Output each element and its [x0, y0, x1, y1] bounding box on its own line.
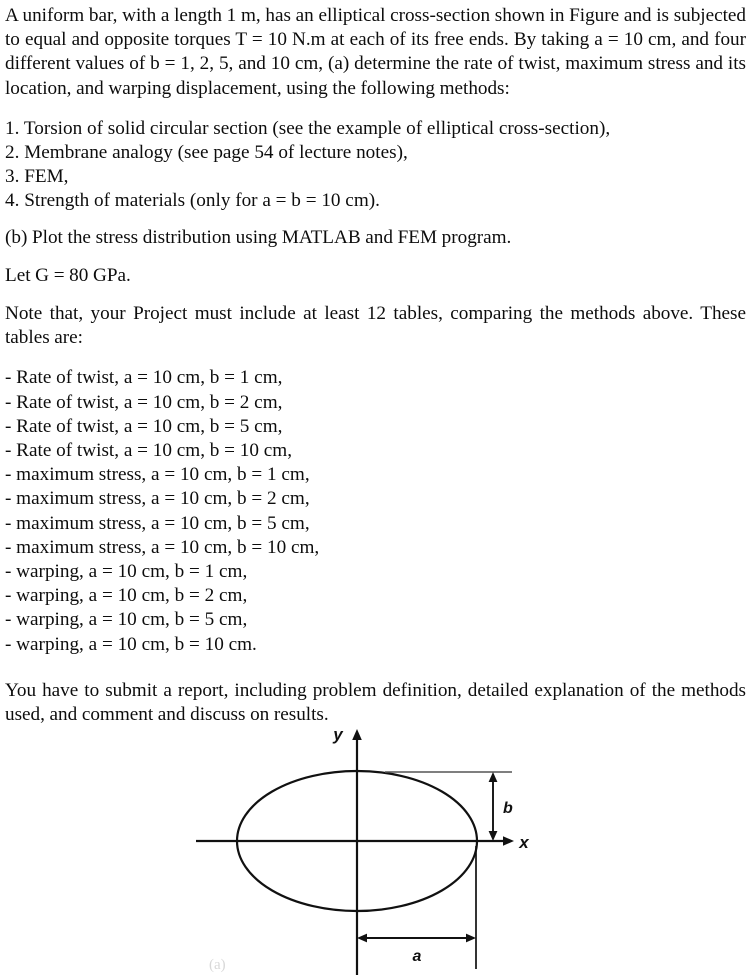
a-dimension-label: a — [412, 948, 422, 965]
methods-list — [5, 117, 746, 214]
x-axis — [196, 836, 514, 846]
table-item: - warping, a = 10 cm, b = 5 cm, — [5, 609, 248, 631]
table-item: - warping, a = 10 cm, b = 2 cm, — [5, 585, 248, 607]
method-item: 3. FEM, — [5, 166, 69, 188]
table-item: - warping, a = 10 cm, b = 1 cm, — [5, 561, 248, 583]
a-dimension — [357, 934, 476, 943]
spacer — [5, 350, 746, 366]
figure-caption-partial: (a) — [209, 957, 226, 973]
spacer — [5, 214, 746, 226]
figure-svg — [0, 718, 749, 975]
intro-paragraph: A uniform bar, with a length 1 m, has an elliptical cross-section shown in Figure and is subjected to equal and opposite torques T = 10 N.m at each of its free ends. By taking a = 10 cm, and four different values of b = 1, 2, 5, and 10 cm, (a) determine the rate of twist, maximum stress and its location, and warping displacement, using the following methods: — [5, 5, 746, 99]
spacer — [5, 101, 746, 117]
note-paragraph: Note that, your Project must include at least 12 tables, comparing the methods above. These tables are: — [5, 303, 746, 349]
method-item: 2. Membrane analogy (see page 54 of lecture notes), — [5, 142, 408, 164]
spacer — [5, 250, 746, 264]
method-item: 1. Torsion of solid circular section (see the example of elliptical cross-section), — [5, 117, 611, 139]
spacer — [5, 288, 746, 302]
table-item: - Rate of twist, a = 10 cm, b = 5 cm, — [5, 415, 283, 437]
b-dimension — [489, 772, 498, 841]
y-axis-label: y — [333, 725, 343, 744]
table-item: - maximum stress, a = 10 cm, b = 2 cm, — [5, 488, 310, 510]
closing-paragraph: You have to submit a report, including problem definition, detailed explanation of the methods used, and comment and discuss on results. — [5, 679, 746, 726]
x-axis-label: x — [519, 833, 529, 852]
table-item: - warping, a = 10 cm, b = 10 cm. — [5, 633, 257, 655]
table-item: - Rate of twist, a = 10 cm, b = 10 cm, — [5, 440, 293, 462]
table-item: - maximum stress, a = 10 cm, b = 10 cm, — [5, 536, 320, 558]
part-b-paragraph: (b) Plot the stress distribution using MATLAB and FEM program. — [5, 226, 512, 248]
spacer — [5, 657, 746, 679]
figure-elliptical-cross-section — [0, 718, 749, 975]
table-item: - maximum stress, a = 10 cm, b = 1 cm, — [5, 464, 310, 486]
required-tables-list — [5, 366, 746, 656]
b-dimension-label: b — [503, 800, 513, 817]
document-body — [5, 0, 746, 727]
table-item: - Rate of twist, a = 10 cm, b = 2 cm, — [5, 391, 283, 413]
table-item: - maximum stress, a = 10 cm, b = 5 cm, — [5, 512, 310, 534]
table-item: - Rate of twist, a = 10 cm, b = 1 cm, — [5, 367, 283, 389]
given-shear-modulus: Let G = 80 GPa. — [5, 264, 131, 286]
method-item: 4. Strength of materials (only for a = b = 10 cm). — [5, 190, 380, 212]
